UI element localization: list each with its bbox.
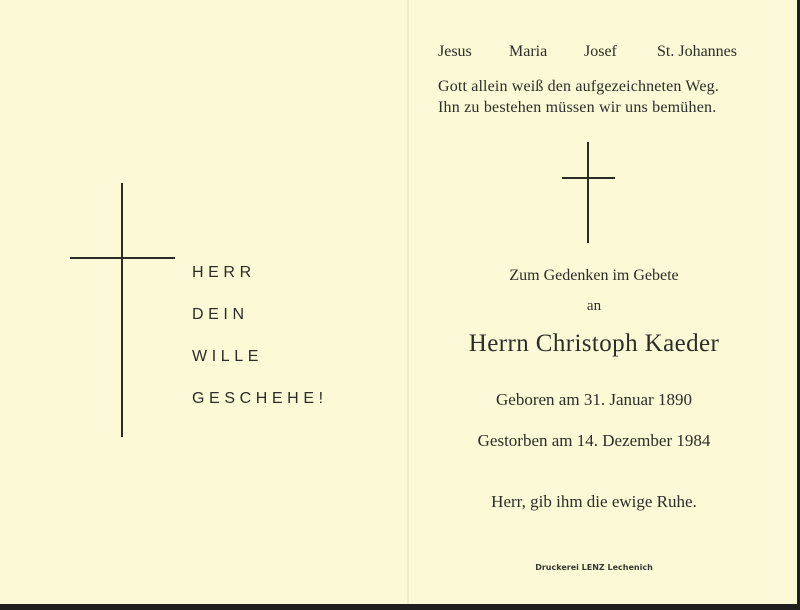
- header-name-jesus: Jesus: [438, 43, 472, 60]
- blessing: Herr, gib ihm die ewige Ruhe.: [491, 492, 697, 511]
- cross-small-vertical: [587, 142, 589, 243]
- header-name-maria: Maria: [509, 43, 548, 60]
- prayer-line-1: HERR: [192, 264, 256, 281]
- prayer-line-4: GESCHEHE!: [192, 390, 328, 407]
- header-name-st-johannes: St. Johannes: [657, 43, 737, 60]
- cross-left-horizontal: [70, 257, 175, 259]
- verse-line-2: Ihn zu bestehen müssen wir uns bemühen.: [438, 99, 717, 116]
- background-edge-bottom: [0, 604, 800, 610]
- memorial-conjunction: an: [586, 298, 602, 314]
- death-date: Gestorben am 14. Dezember 1984: [477, 431, 711, 450]
- printer-imprint: Druckerei LENZ Lechenich: [535, 563, 653, 572]
- memorial-intro: Zum Gedenken im Gebete: [509, 267, 679, 284]
- verse-line-1: Gott allein weiß den aufgezeichneten Weg.: [438, 78, 719, 95]
- prayer-line-2: DEIN: [192, 306, 249, 323]
- cross-left-vertical: [121, 183, 123, 437]
- birth-date: Geboren am 31. Januar 1890: [496, 390, 692, 409]
- prayer-line-3: WILLE: [192, 348, 264, 365]
- cross-small-horizontal: [562, 177, 615, 179]
- header-name-josef: Josef: [584, 43, 617, 60]
- deceased-name: Herrn Christoph Kaeder: [468, 330, 720, 357]
